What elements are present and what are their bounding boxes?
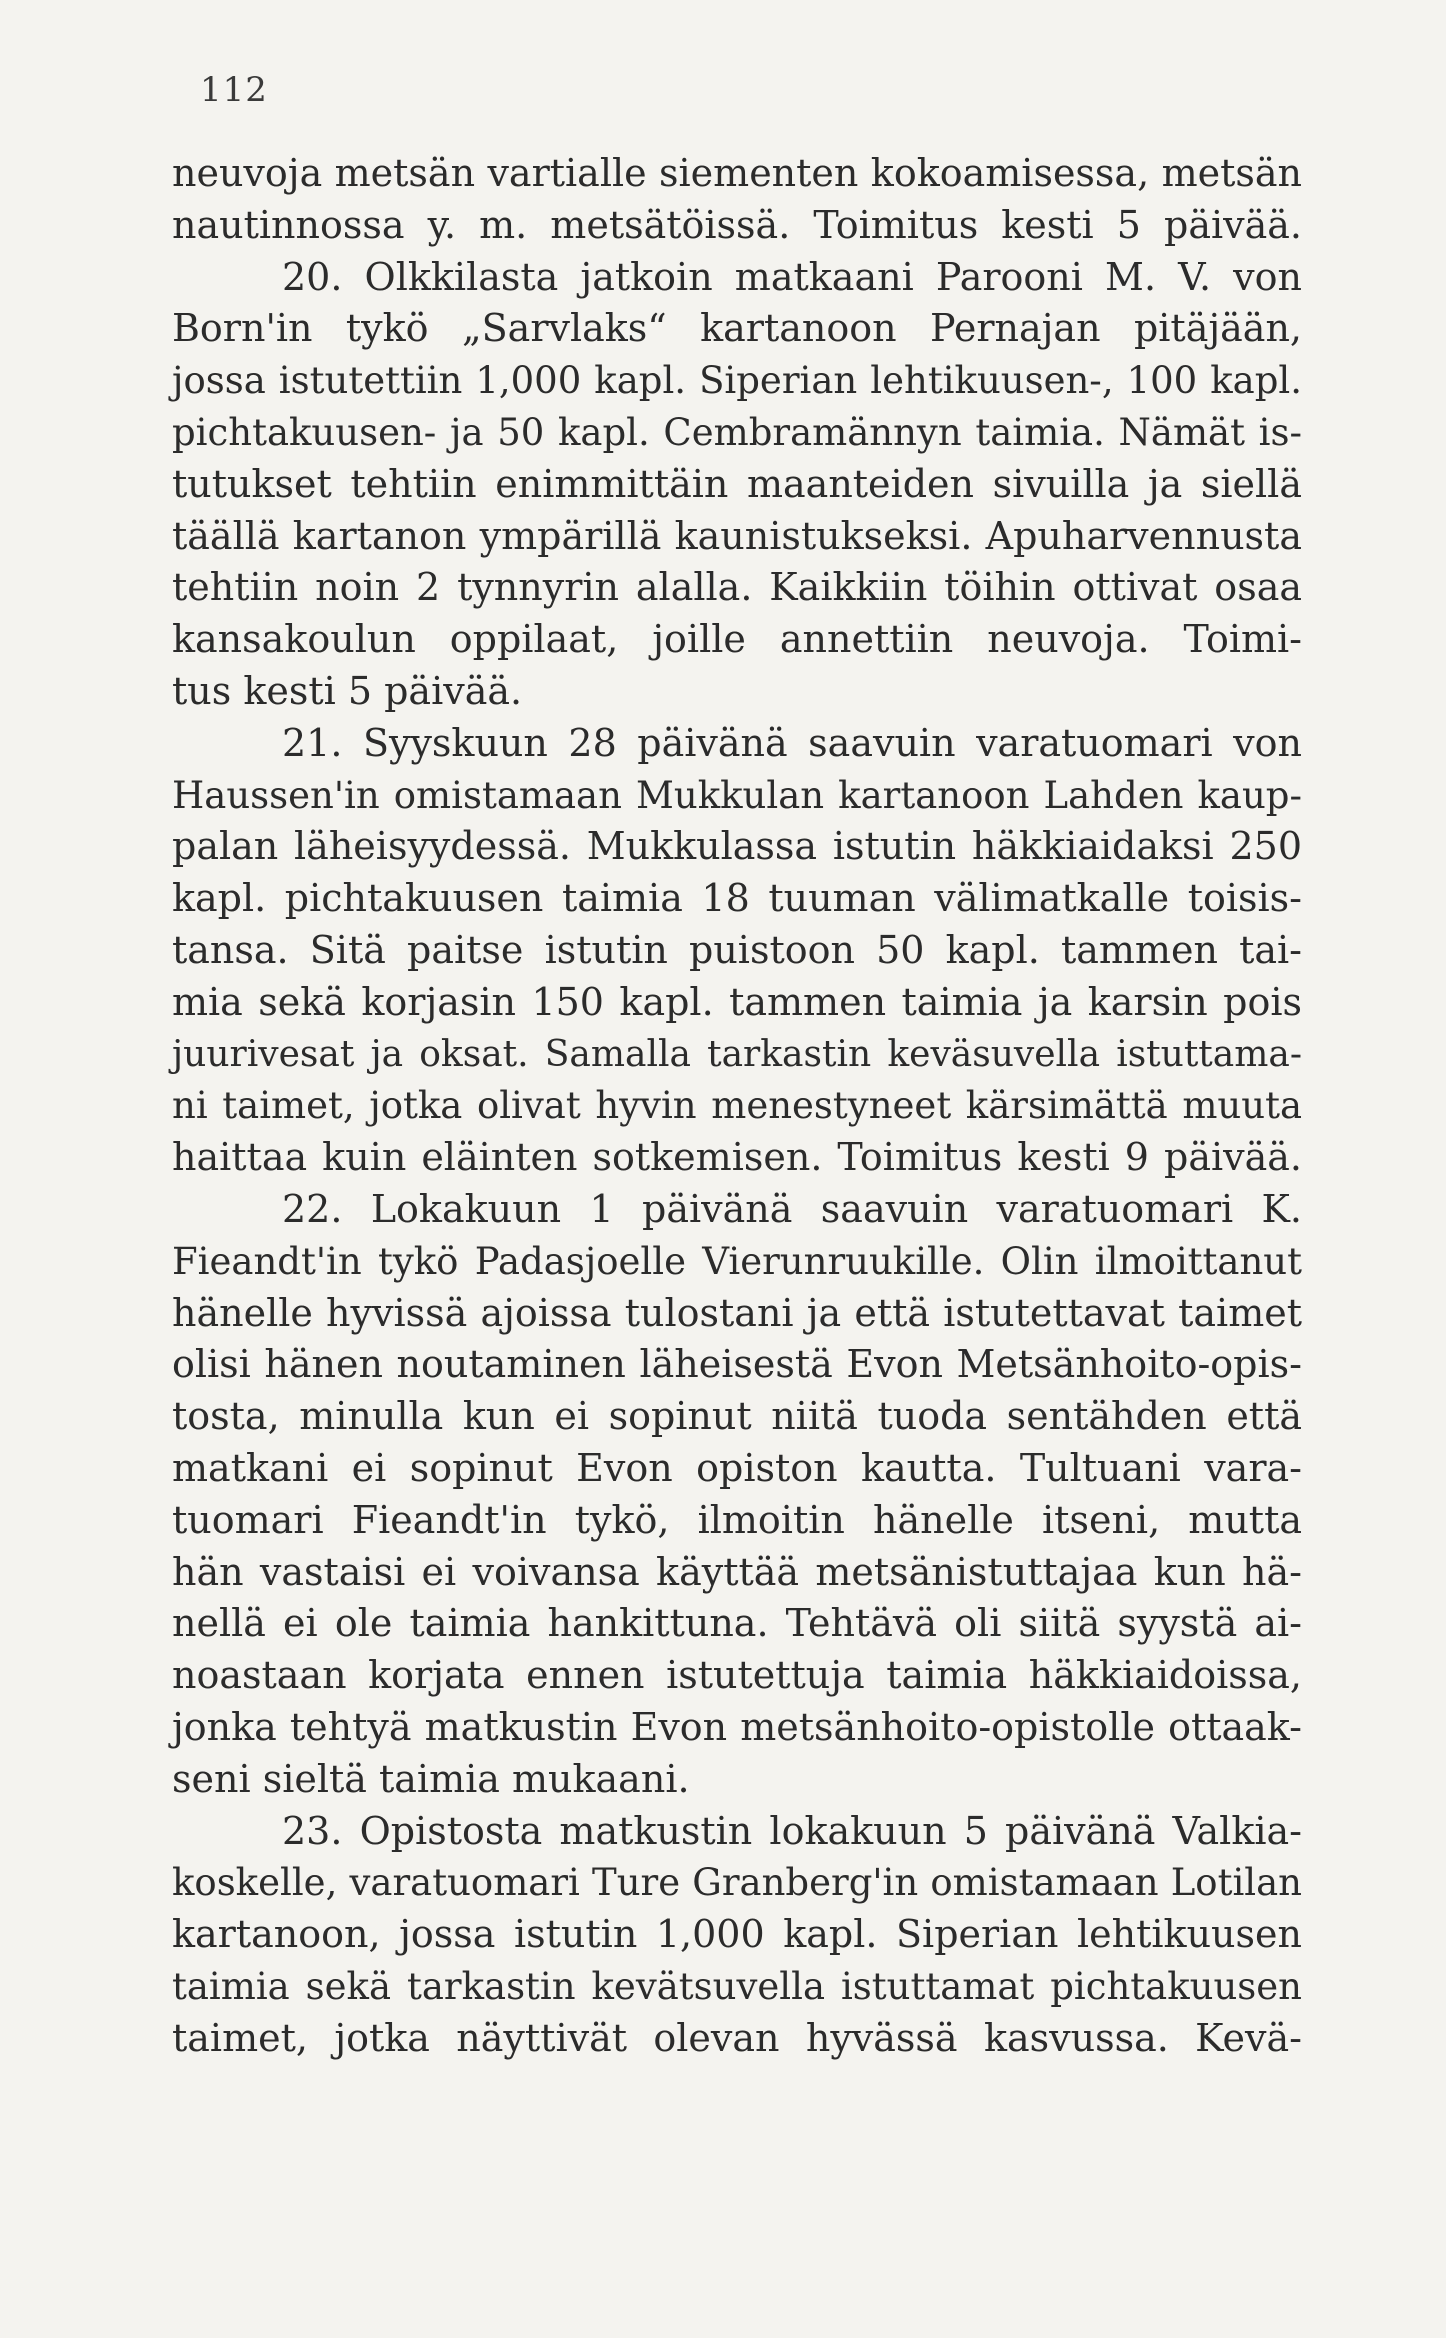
- text-line: palan läheisyydessä. Mukkulassa istutin häkkiaidaksi 250: [172, 824, 1302, 869]
- text-line: taimet, jotka näyttivät olevan hyvässä kasvussa. Kevä-: [172, 2015, 1302, 2060]
- text-line: haittaa kuin eläinten sotkemisen. Toimitus kesti 9 päivää.: [172, 1135, 1302, 1180]
- text-line: jonka tehtyä matkustin Evon metsänhoito-opistolle ottaak-: [172, 1704, 1302, 1749]
- text-line: 21. Syyskuun 28 päivänä saavuin varatuomari von: [282, 720, 1302, 765]
- text-line: ni taimet, jotka olivat hyvin menestyneet kärsimättä muuta: [172, 1084, 1302, 1128]
- text-line: Born'in tykö „Sarvlaks“ kartanoon Pernajan pitäjään,: [172, 306, 1302, 351]
- text-line: seni sieltä taimia mukaani.: [172, 1756, 690, 1801]
- text-line: jossa istutettiin 1,000 kapl. Siperian lehtikuusen-, 100 kapl.: [172, 359, 1302, 403]
- text-line: kapl. pichtakuusen taimia 18 tuuman välimatkalle toisis-: [172, 876, 1302, 921]
- text-line: 22. Lokakuun 1 päivänä saavuin varatuomari K.: [282, 1186, 1302, 1231]
- text-line: mia sekä korjasin 150 kapl. tammen taimia ja karsin pois: [172, 979, 1302, 1024]
- text-line: taimia sekä tarkastin kevätsuvella istuttamat pichtakuusen: [172, 1964, 1302, 2008]
- text-line: koskelle, varatuomari Ture Granberg'in omistamaan Lotilan: [172, 1861, 1302, 1905]
- text-line: Haussen'in omistamaan Mukkulan kartanoon Lahden kaup-: [172, 773, 1302, 817]
- text-line: tutukset tehtiin enimmittäin maanteiden sivuilla ja siellä: [172, 461, 1302, 506]
- text-line: kartanoon, jossa istutin 1,000 kapl. Siperian lehtikuusen: [172, 1912, 1302, 1957]
- body-text: [172, 148, 1302, 2064]
- text-line: neuvoja metsän vartialle siementen kokoamisessa, metsän: [172, 151, 1302, 195]
- text-line: nautinnossa y. m. metsätöissä. Toimitus kesti 5 päivää.: [172, 202, 1302, 247]
- text-line: 20. Olkkilasta jatkoin matkaani Parooni M. V. von: [282, 254, 1302, 299]
- text-line: tosta, minulla kun ei sopinut niitä tuoda sentähden että: [172, 1394, 1302, 1439]
- text-line: tus kesti 5 päivää.: [172, 668, 523, 713]
- text-line: kansakoulun oppilaat, joille annettiin neuvoja. Toimi-: [172, 617, 1302, 662]
- text-line: noastaan korjata ennen istutettuja taimia häkkiaidoissa,: [172, 1653, 1302, 1698]
- text-line: täällä kartanon ympärillä kaunistukseksi. Apuharvennusta: [172, 513, 1302, 558]
- page-number: 112: [200, 70, 268, 110]
- text-line: tuomari Fieandt'in tykö, ilmoitin hänelle itseni, mutta: [172, 1497, 1302, 1542]
- text-line: tehtiin noin 2 tynnyrin alalla. Kaikkiin töihin ottivat osaa: [172, 565, 1302, 610]
- text-line: tansa. Sitä paitse istutin puistoon 50 kapl. tammen tai-: [172, 927, 1302, 972]
- text-line: 23. Opistosta matkustin lokakuun 5 päivänä Valkia-: [282, 1808, 1302, 1853]
- text-line: juurivesat ja oksat. Samalla tarkastin keväsuvella istuttama-: [172, 1033, 1302, 1075]
- text-line: Fieandt'in tykö Padasjoelle Vierunruukille. Olin ilmoittanut: [172, 1239, 1302, 1283]
- text-line: hän vastaisi ei voivansa käyttää metsänistuttajaa kun hä-: [172, 1549, 1302, 1594]
- text-line: matkani ei sopinut Evon opiston kautta. Tultuani vara-: [172, 1445, 1302, 1490]
- text-line: pichtakuusen- ja 50 kapl. Cembramännyn taimia. Nämät is-: [172, 410, 1302, 454]
- text-line: olisi hänen noutaminen läheisestä Evon Metsänhoito-opis-: [172, 1342, 1302, 1387]
- text-line: nellä ei ole taimia hankittuna. Tehtävä oli siitä syystä ai-: [172, 1601, 1302, 1646]
- text-line: hänelle hyvissä ajoissa tulostani ja että istutettavat taimet: [172, 1290, 1302, 1335]
